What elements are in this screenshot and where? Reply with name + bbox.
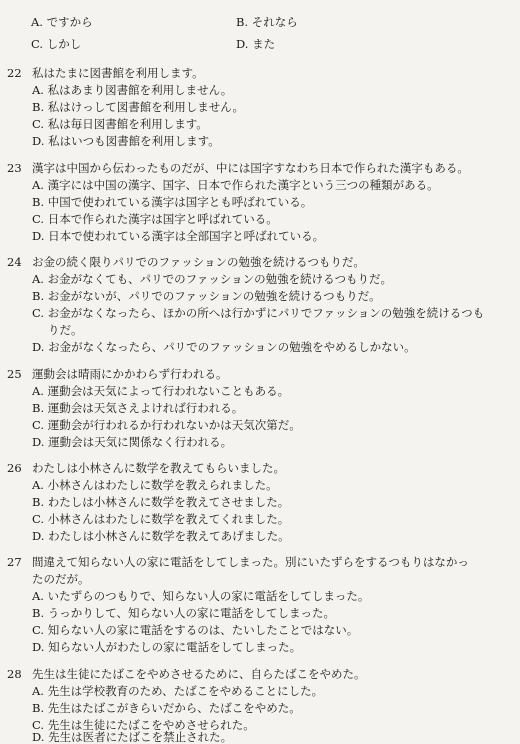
question-number: 27 [7,555,22,569]
answer-option: C. 先生は生徒にたばこをやめさせられた。 [32,718,255,732]
question-stem: お金の続く限りパリでのファッションの勉強を続けるつもりだ。 [32,255,365,269]
question-number: 25 [7,367,22,381]
answer-option: A. 小林さんはわたしに数学を教えられました。 [32,478,278,492]
answer-option: B. 中国で使われている漢字は国字とも呼ばれている。 [32,195,313,209]
question-stem: 漢字は中国から伝わったものだが、中には国字すなわち日本で作られた漢字もある。 [32,161,469,175]
question-stem: 運動会は晴雨にかかわらず行われる。 [32,367,228,381]
answer-option-continued: りだ。 [48,323,83,337]
answer-option: A. いたずらのつもりで、知らない人の家に電話をしてしまった。 [32,589,370,603]
answer-option: B. 先生はたばこがきらいだから、たばこをやめた。 [32,701,301,715]
answer-option: D. 日本で使われている漢字は全部国字と呼ばれている。 [32,229,325,243]
top-option-a: A. ですから [31,15,93,29]
question-number: 23 [7,161,22,175]
top-option-b: B. それなら [236,15,298,29]
answer-option: D. 運動会は天気に関係なく行われる。 [32,435,233,449]
answer-option: C. 小林さんはわたしに数学を教えてくれました。 [32,512,290,526]
answer-option: C. 日本で作られた漢字は国字と呼ばれている。 [32,212,278,226]
question-number: 28 [7,667,22,681]
top-option-d: D. また [236,37,276,51]
answer-option: D. わたしは小林さんに数学を教えてあげました。 [32,529,290,543]
question-number: 24 [7,255,22,269]
question-stem: 私はたまに図書館を利用します。 [32,66,204,80]
answer-option: B. 私はけっして図書館を利用しません。 [32,100,244,114]
question-stem: 先生は生徒にたばこをやめさせるために、自らたばこをやめた。 [32,667,366,681]
answer-option: B. お金がないが、パリでのファッションの勉強を続けるつもりだ。 [32,289,381,303]
answer-option: C. 私は毎日図書館を利用します。 [32,117,208,131]
question-stem: わたしは小林さんに数学を教えてもらいました。 [32,461,285,475]
answer-option: A. お金がなくても、パリでのファッションの勉強を続けるつもりだ。 [32,272,393,286]
answer-option: B. 運動会は天気さえよければ行われる。 [32,401,244,415]
answer-option: A. 漢字には中国の漢字、国字、日本で作られた漢字という三つの種類がある。 [32,178,439,192]
answer-option: D. 私はいつも図書館を利用します。 [32,134,220,148]
question-stem-continued: たのだが。 [32,572,90,586]
question-number: 22 [7,66,22,80]
answer-option: B. うっかりして、知らない人の家に電話をしてしまった。 [32,606,336,620]
answer-option: D. お金がなくなったら、パリでのファッションの勉強をやめるしかない。 [32,340,416,354]
top-option-c: C. しかし [31,37,82,51]
answer-option: D. 知らない人がわたしの家に電話をしてしまった。 [32,640,302,654]
answer-option: C. お金がなくなったら、ほかの所へは行かずにパリでファッションの勉強を続けるつも [32,306,485,320]
answer-option: B. わたしは小林さんに数学を教えてさせました。 [32,495,290,509]
answer-option: A. 私はあまり図書館を利用しません。 [32,83,233,97]
question-number: 26 [7,461,22,475]
answer-option: C. 知らない人の家に電話をするのは、たいしたことではない。 [32,623,359,637]
answer-option: C. 運動会が行われるか行われないかは天気次第だ。 [32,418,301,432]
answer-option: A. 先生は学校教育のため、たばこをやめることにした。 [32,684,324,698]
question-stem: 間違えて知らない人の家に電話をしてしまった。別にいたずらをするつもりはなかっ [32,555,469,569]
answer-option: D. 先生は医者にたばこを禁止された。 [32,730,233,744]
answer-option: A. 運動会は天気によって行われないこともある。 [32,384,290,398]
